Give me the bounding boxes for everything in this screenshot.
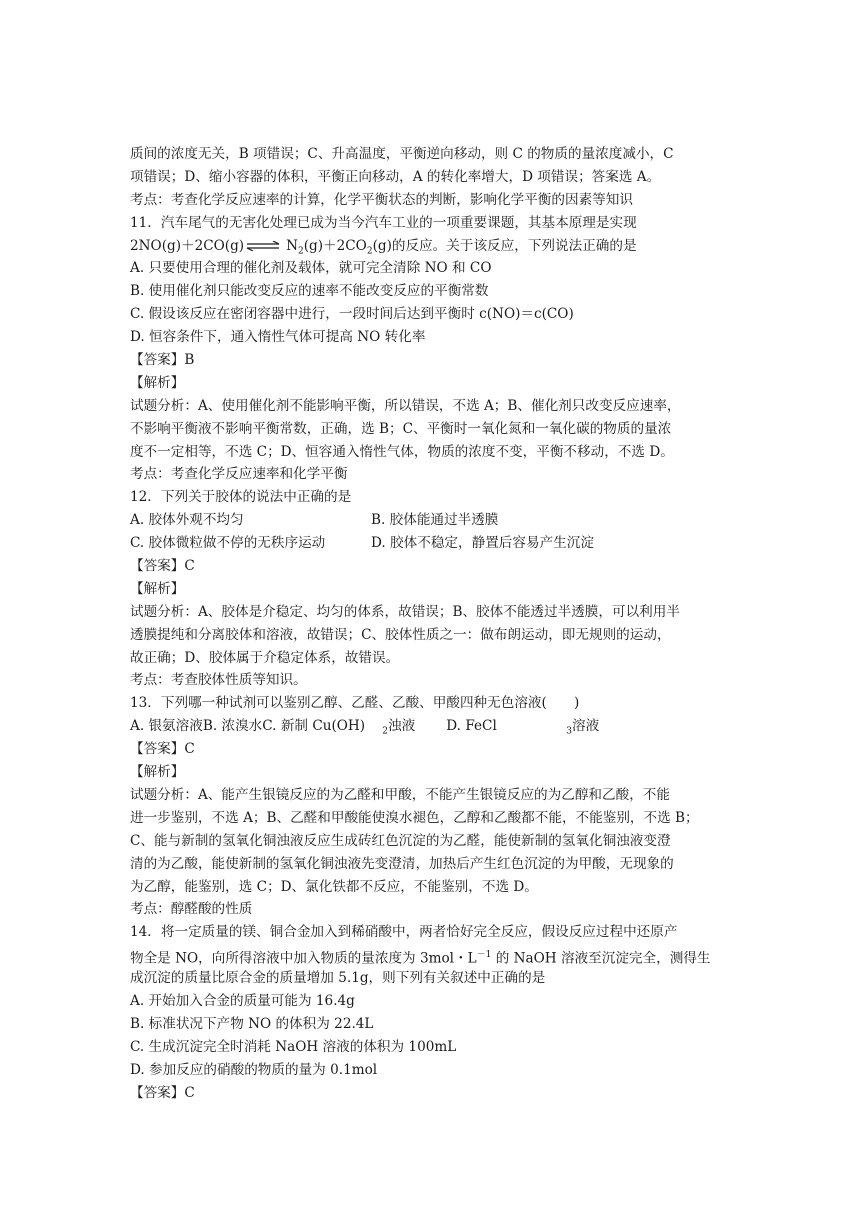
option-d: D. 胶体不稳定，静置后容易产生沉淀 — [371, 535, 594, 552]
answer-label: 【答案】C — [130, 741, 195, 758]
option-row — [130, 509, 742, 532]
text-line: 进一步鉴别，不选 A；B、乙醛和甲酸能使溴水褪色，乙醇和乙酸都不能，不能鉴别，不选 B； — [130, 809, 699, 826]
option-b: B. 标准状况下产物 NO 的体积为 22.4L — [130, 1015, 374, 1032]
answer-label: 【答案】C — [130, 1084, 195, 1101]
option-a: A. 胶体外观不均匀 — [130, 512, 244, 529]
text-line: C、能与新制的氢氧化铜浊液反应生成砖红色沉淀的为乙醛，能使新制的氢氧化铜浊液变澄 — [130, 832, 671, 849]
text-line: 考点：考查化学反应速率和化学平衡 — [130, 466, 348, 483]
text-line: 透膜提纯和分离胶体和溶液，故错误；C、胶体性质之一：做布朗运动，即无规则的运动， — [130, 626, 671, 643]
subscript: 3 — [566, 726, 572, 737]
text-line: 成沉淀的质量比原合金的质量增加 5.1g，则下列有关叙述中正确的是 — [130, 970, 546, 987]
option-b: B. 胶体能通过半透膜 — [371, 512, 499, 529]
option-c-text: 浊液 — [388, 718, 416, 735]
text-line: C. 假设该反应在密闭容器中进行，一段时间后达到平衡时 c(NO)＝c(CO) — [130, 306, 574, 323]
text-line: 清的为乙酸，能使新制的氢氧化铜浊液先变澄清，加热后产生红色沉淀的为甲酸，无现象的 — [130, 855, 674, 872]
option-c — [262, 715, 446, 738]
text-line: 试题分析：A、能产生银镜反应的为乙醛和甲酸，不能产生银镜反应的为乙醇和乙酸，不能 — [130, 786, 670, 803]
text-segment: 的 NaOH 溶液至沉淀完全，测得生 — [491, 950, 711, 967]
analysis-label: 【解析】 — [130, 764, 185, 781]
text-line: 考点：醇醛酸的性质 — [130, 901, 253, 918]
text-line: 不影响平衡液不影响平衡常数，正确，选 B；C、平衡时一氧化氮和一氧化碳的物质的量浓 — [130, 420, 672, 437]
text-line: 为乙醇，能鉴别，选 C；D、氯化铁都不反应，不能鉴别，不选 D。 — [130, 878, 538, 895]
text-line: A. 只要使用合理的催化剂及载体，就可完全清除 NO 和 CO — [130, 260, 492, 277]
option-d — [446, 715, 756, 738]
text-line: B. 使用催化剂只能改变反应的速率不能改变反应的平衡常数 — [130, 283, 489, 300]
equation-line — [130, 235, 742, 258]
option-d-text: D. FeCl — [446, 718, 497, 735]
text-line: 质间的浓度无关，B 项错误；C、升高温度，平衡逆向移动，则 C 的物质的量浓度减小，C — [130, 146, 674, 162]
option-row — [130, 715, 742, 738]
option-c: C. 胶体微粒做不停的无秩序运动 — [130, 535, 326, 552]
option-c: C. 生成沉淀完全时消耗 NaOH 溶液的体积为 100mL — [130, 1038, 457, 1055]
option-a: A. 银氨溶液 — [130, 718, 203, 735]
text-line: D. 恒容条件下，通入惰性气体可提高 NO 转化率 — [130, 329, 426, 346]
document-page — [130, 143, 742, 1104]
text-line: 11．汽车尾气的无害化处理已成为当今汽车工业的一项重要课题，其基本原理是实现 — [130, 214, 637, 231]
text-line — [130, 944, 742, 967]
text-line: 度不一定相等，不选 C；D、恒容通入惰性气体，物质的浓度不变，平衡不移动，不选 D。 — [130, 443, 674, 460]
option-d: D. 参加反应的硝酸的物质的量为 0.1mol — [130, 1061, 378, 1078]
option-c-text: C. 新制 Cu(OH) — [262, 718, 366, 735]
text-line: 故正确；D、胶体属于介稳定体系，故错误。 — [130, 649, 400, 666]
analysis-label: 【解析】 — [130, 580, 185, 597]
text-line: 考点：考查胶体性质等知识。 — [130, 672, 307, 689]
equation-right: (g)的反应。关于该反应，下列说法正确的是 — [372, 237, 637, 254]
option-b: B. 浓溴水 — [202, 718, 263, 735]
equation-subscript: 2 — [366, 246, 373, 257]
text-line: 试题分析：A、使用催化剂不能影响平衡，所以错误，不选 A；B、催化剂只改变反应速率， — [130, 397, 681, 414]
equation-n: N — [286, 237, 298, 254]
option-d-text: 溶液 — [572, 718, 600, 735]
option-row — [130, 532, 742, 555]
equilibrium-arrow-icon — [246, 241, 280, 251]
answer-label: 【答案】C — [130, 558, 195, 575]
text-line: 考点：考查化学反应速率的计算，化学平衡状态的判断，影响化学平衡的因素等知识 — [130, 191, 633, 208]
text-line: 13．下列哪一种试剂可以鉴别乙醇、乙醛、乙酸、甲酸四种无色溶液( ) — [130, 695, 580, 712]
text-line: 试题分析：A、胶体是介稳定、均匀的体系，故错误；B、胶体不能透过半透膜，可以利用半 — [130, 603, 680, 620]
equation-subscript: 2 — [298, 246, 304, 257]
text-line: 12．下列关于胶体的说法中正确的是 — [130, 489, 352, 506]
analysis-label: 【解析】 — [130, 374, 185, 391]
text-line: 项错误；D、缩小容器的体积，平衡正向移动，A 的转化率增大，D 项错误；答案选 A。 — [130, 168, 661, 185]
text-segment: 物全是 NO，向所得溶液中加入物质的量浓度为 3mol・L — [130, 950, 477, 967]
equation-mid: (g)＋2CO — [303, 237, 367, 254]
superscript: －1 — [476, 950, 492, 961]
text-line: 14．将一定质量的镁、铜合金加入到稀硝酸中，两者恰好完全反应，假设反应过程中还原产 — [130, 924, 678, 941]
subscript: 2 — [382, 726, 388, 737]
equation-left: 2NO(g)＋2CO(g) — [130, 237, 245, 254]
answer-label: 【答案】B — [130, 352, 195, 369]
option-a: A. 开始加入合金的质量可能为 16.4g — [130, 992, 355, 1009]
